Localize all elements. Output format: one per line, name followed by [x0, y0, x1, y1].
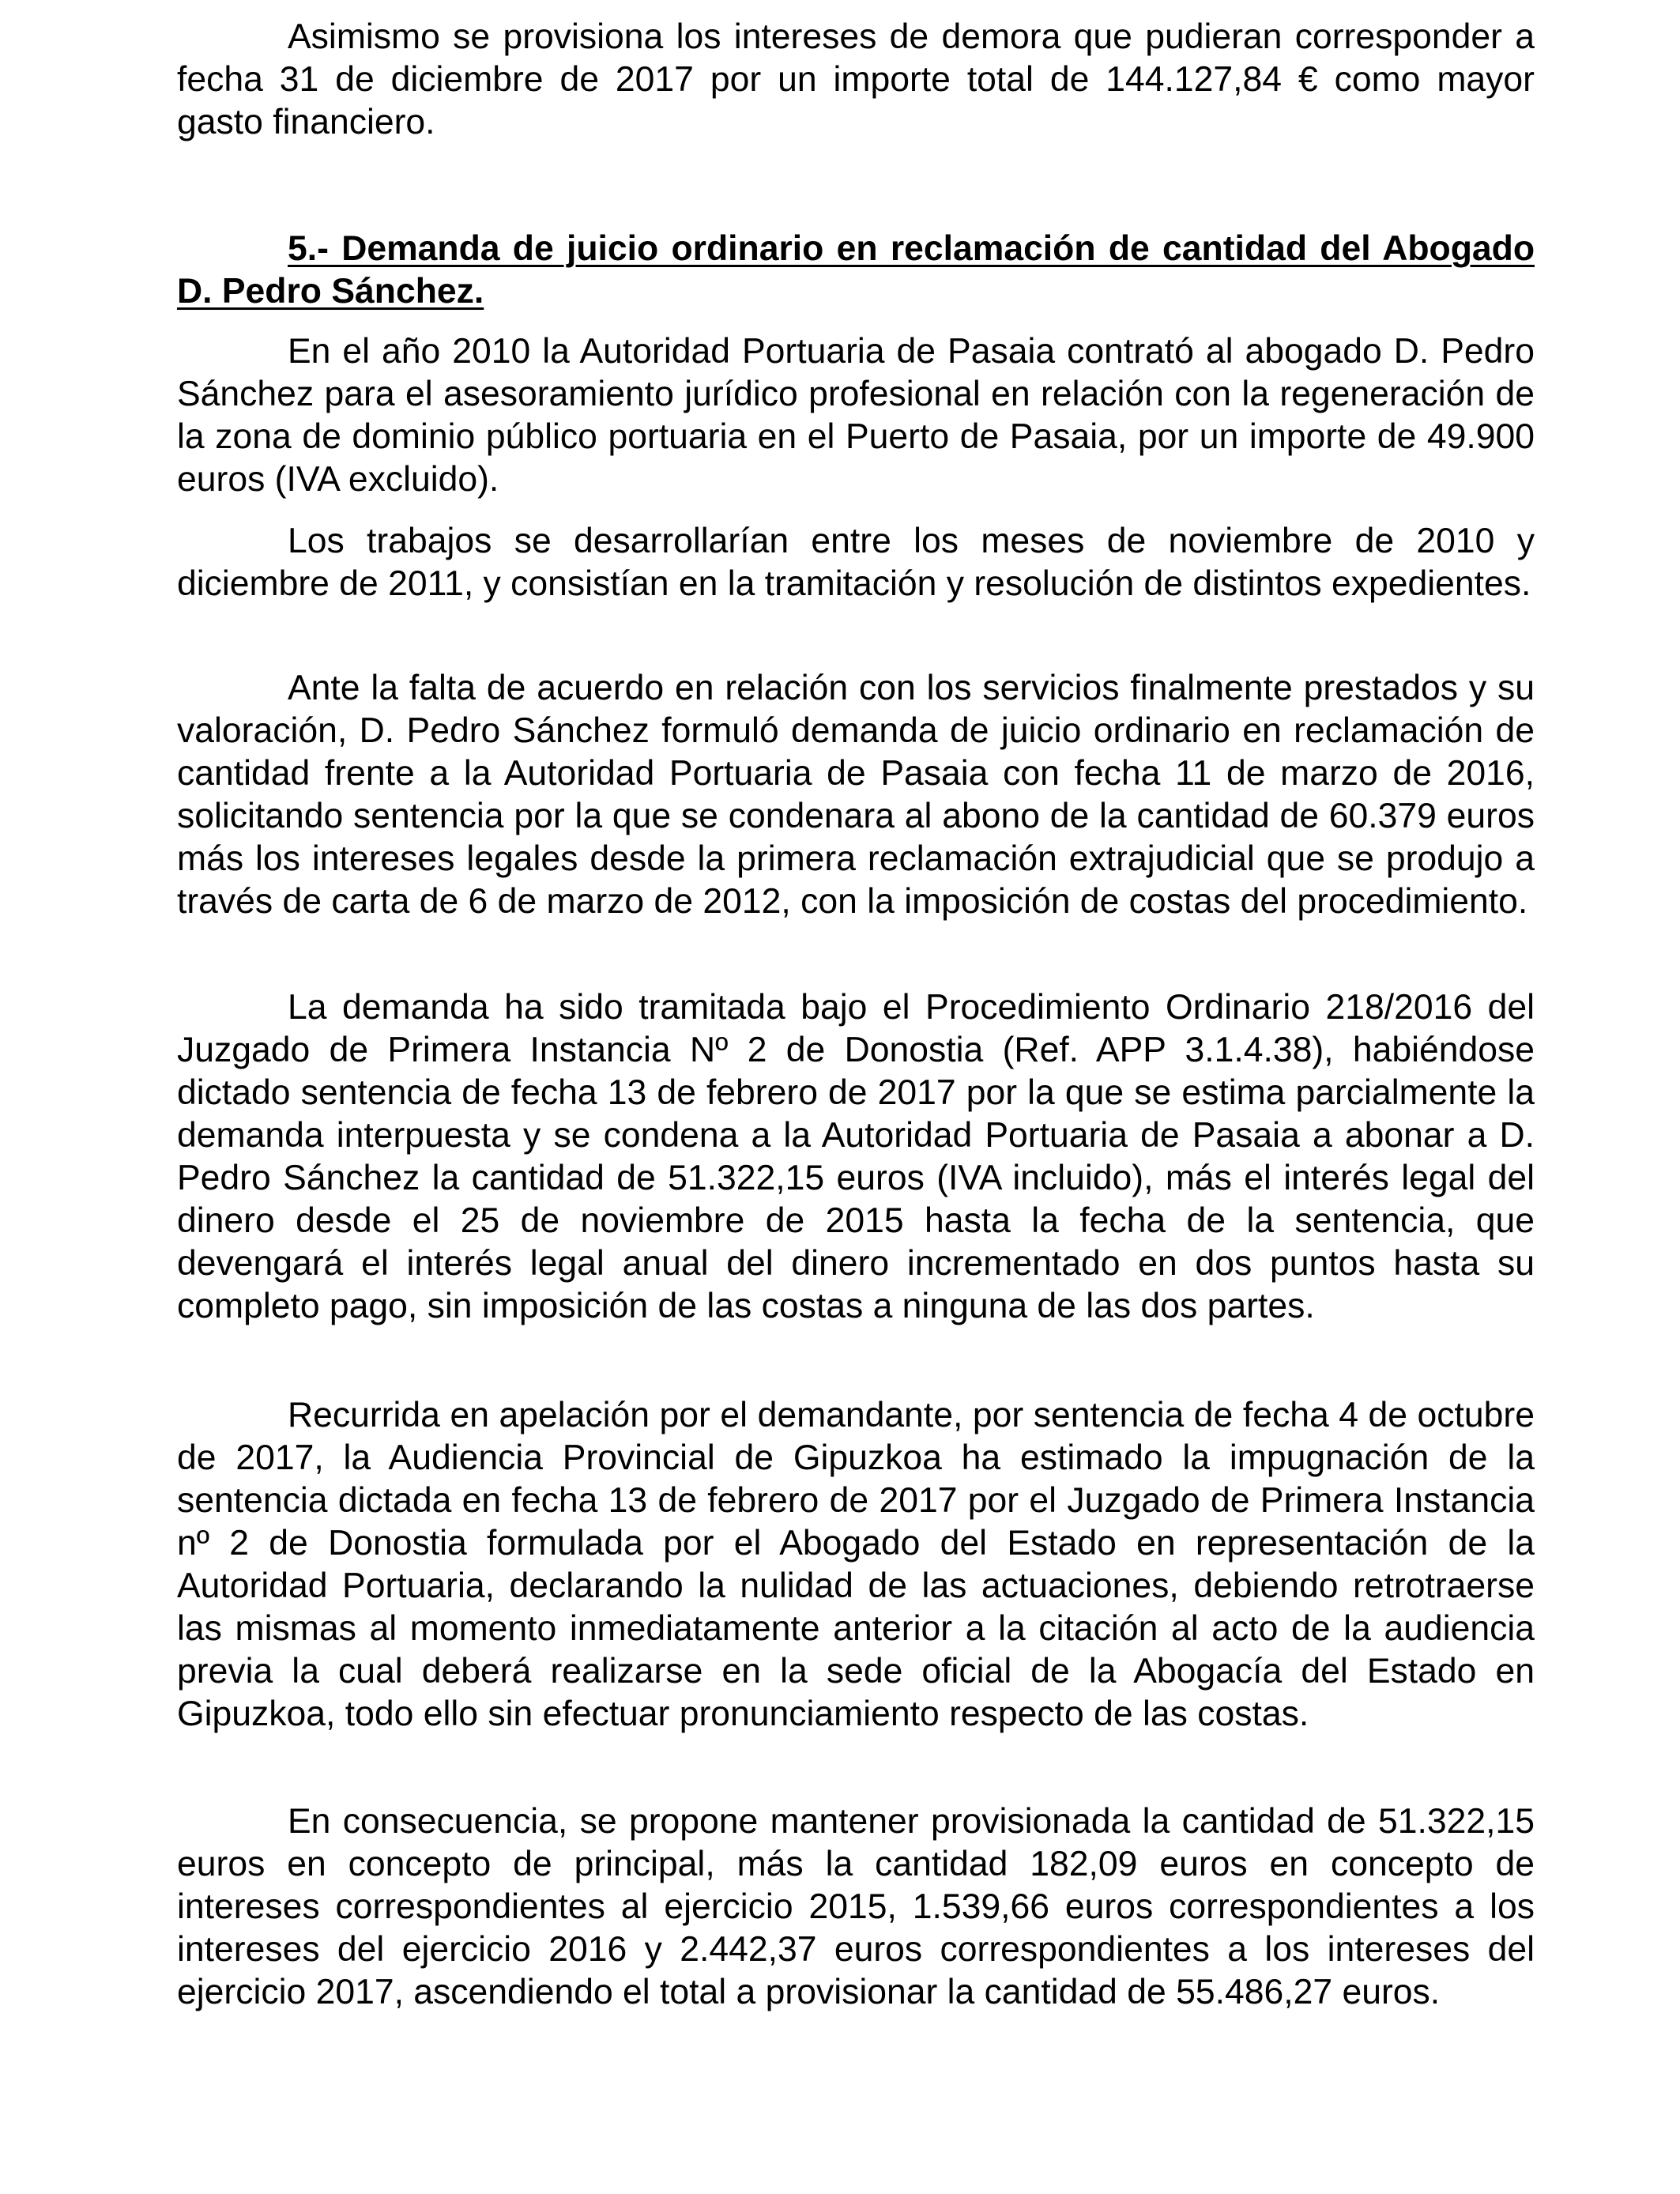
section-heading: 5.- Demanda de juicio ordinario en reclamación de cantidad del Abogado D. Pedro Sánchez. — [177, 229, 1535, 311]
paragraph: Ante la falta de acuerdo en relación con los servicios finalmente prestados y su valoración, D. Pedro Sánchez formuló demanda de juicio ordinario en reclamación de cantidad frente a la Autoridad Portuaria de Pasaia con fecha 11 de marzo de 2016, solicitando sentencia por la que se condenara al abono de la cantidad de 60.379 euros más los intereses legales desde la primera reclamación extrajudicial que se produjo a través de carta de 6 de marzo de 2012, con la imposición de costas del procedimiento. — [177, 669, 1535, 921]
paragraph-intro: Asimismo se provisiona los intereses de demora que pudieran corresponder a fecha 31 de diciembre de 2017 por un importe total de 144.127,84 € como mayor gasto financiero. — [177, 17, 1535, 141]
paragraph: En consecuencia, se propone mantener provisionada la cantidad de 51.322,15 euros en concepto de principal, más la cantidad 182,09 euros en concepto de intereses correspondientes al ejercicio 2015, 1.539,66 euros correspondientes a los intereses del ejercicio 2016 y 2.442,37 euros correspondientes a los intereses del ejercicio 2017, ascendiendo el total a provisionar la cantidad de 55.486,27 euros. — [177, 1802, 1535, 2011]
paragraph: La demanda ha sido tramitada bajo el Procedimiento Ordinario 218/2016 del Juzgado de Primera Instancia Nº 2 de Donostia (Ref. APP 3.1.4.38), habiéndose dictado sentencia de fecha 13 de febrero de 2017 por la que se estima parcialmente la demanda interpuesta y se condena a la Autoridad Portuaria de Pasaia a abonar a D. Pedro Sánchez la cantidad de 51.322,15 euros (IVA incluido), más el interés legal del dinero desde el 25 de noviembre de 2015 hasta la fecha de la sentencia, que devengará el interés legal anual del dinero incrementado en dos puntos hasta su completo pago, sin imposición de las costas a ninguna de las dos partes. — [177, 988, 1535, 1325]
paragraph: En el año 2010 la Autoridad Portuaria de Pasaia contrató al abogado D. Pedro Sánchez para el asesoramiento jurídico profesional en relación con la regeneración de la zona de dominio público portuaria en el Puerto de Pasaia, por un importe de 49.900 euros (IVA excluido). — [177, 332, 1535, 499]
paragraph: Los trabajos se desarrollarían entre los meses de noviembre de 2010 y diciembre de 2011, y consistían en la tramitación y resolución de distintos expedientes. — [177, 522, 1535, 603]
paragraph: Recurrida en apelación por el demandante, por sentencia de fecha 4 de octubre de 2017, la Audiencia Provincial de Gipuzkoa ha estimado la impugnación de la sentencia dictada en fecha 13 de febrero de 2017 por el Juzgado de Primera Instancia nº 2 de Donostia formulada por el Abogado del Estado en representación de la Autoridad Portuaria, declarando la nulidad de las actuaciones, debiendo retrotraerse las mismas al momento inmediatamente anterior a la citación al acto de la audiencia previa la cual deberá realizarse en la sede oficial de la Abogacía del Estado en Gipuzkoa, todo ello sin efectuar pronunciamiento respecto de las costas. — [177, 1396, 1535, 1733]
